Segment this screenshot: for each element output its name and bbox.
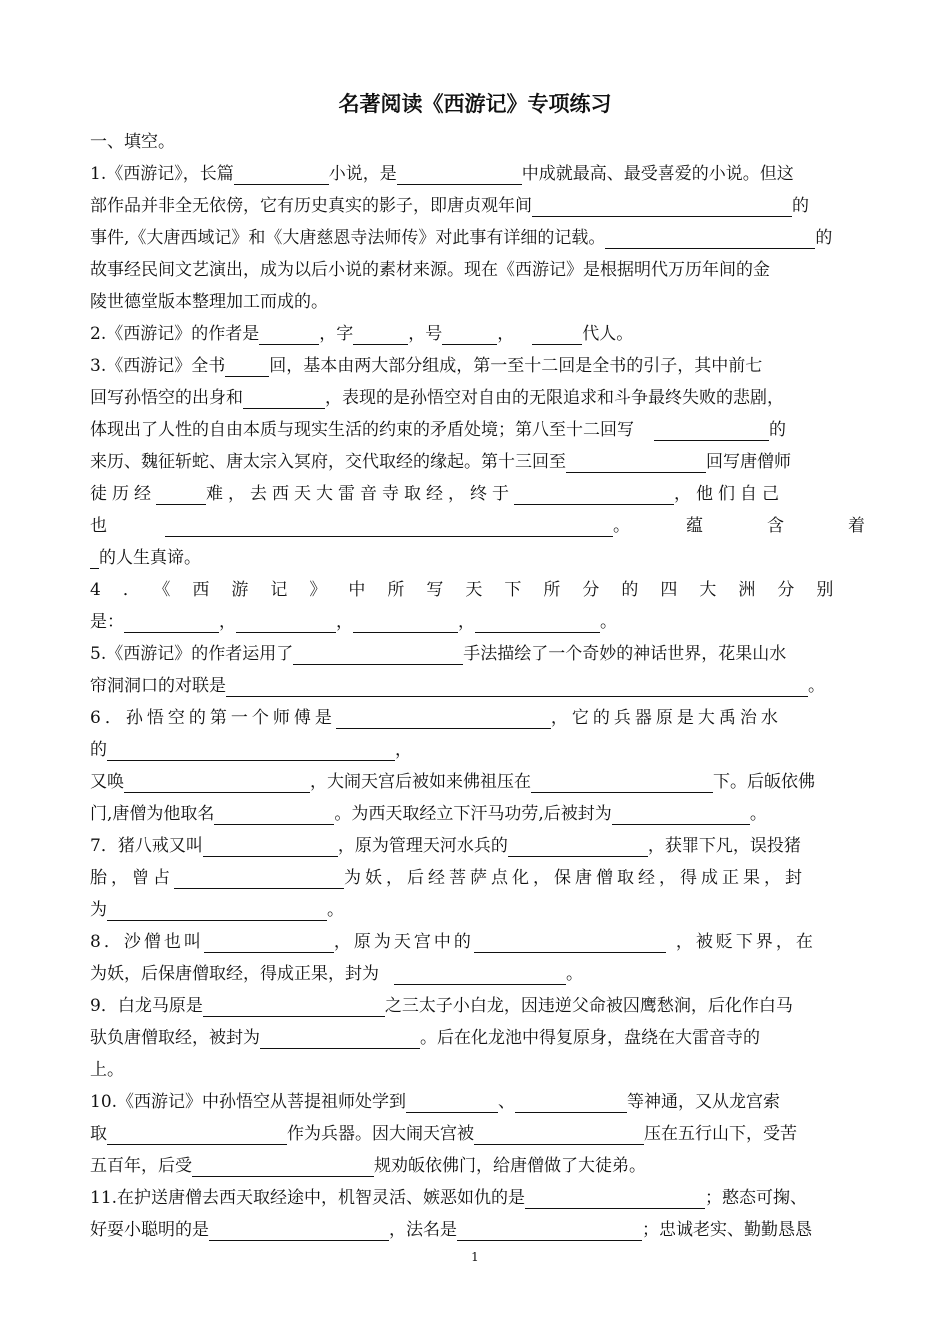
question-1-line-4 [90,254,860,286]
answer-blank[interactable] [514,482,674,505]
line-text: 五百年，后受 [90,1156,192,1176]
answer-blank[interactable] [394,962,566,985]
answer-blank[interactable] [605,226,815,249]
line-text: 为妖，后经菩萨点化，保唐僧取经，得成正果，封 [344,868,806,888]
line-text: 门,唐僧为他取名 [90,804,215,824]
line-text: 小说，是 [328,164,397,184]
answer-blank[interactable] [204,930,334,953]
line-text: 故事经民间文艺演出，成为以后小说的素材来源。现在《西游记》是根据明代万历年间的金 [90,260,770,280]
line-text: ，号 [408,324,443,344]
question-6-line-4 [90,798,860,830]
answer-blank[interactable] [532,322,582,345]
question-1-line-5 [90,286,860,318]
answer-blank[interactable] [293,642,463,665]
question-7-line-3 [90,894,860,926]
answer-blank[interactable] [532,194,792,217]
line-text: 代人。 [582,324,634,344]
line-text: 4．《西游记》中所写天下所分的四大洲分别 [90,580,856,600]
line-text: 10.《西游记》中孙悟空从菩提祖师处学到 [90,1092,407,1112]
question-4-line-2 [90,606,860,638]
line-text: 帘洞洞口的对联是 [90,676,226,696]
question-3-line-3 [90,414,860,446]
line-text: 取 [90,1124,107,1144]
line-text: 作为兵器。因大闹天宫被 [287,1124,474,1144]
line-text: ，字 [319,324,354,344]
question-6-line-2 [90,734,860,766]
answer-blank[interactable] [174,866,344,889]
line-text: ， [395,740,412,760]
line-text: 。 [749,804,767,824]
question-3-line-7 [90,542,860,574]
question-5-line-2 [90,670,860,702]
question-5-line-1 [90,638,860,670]
question-1-line-3 [90,222,860,254]
answer-blank[interactable] [165,514,613,537]
line-text: ， [219,612,236,632]
answer-blank[interactable] [474,1122,644,1145]
answer-blank[interactable] [531,770,713,793]
answer-blank[interactable] [457,1218,642,1241]
line-text: 部作品并非全无依傍，它有历史真实的影子，即唐贞观年间 [90,196,532,216]
question-7-line-1 [90,830,860,862]
page-number: 1 [471,1250,479,1264]
line-text: ，他们自己 [674,484,784,504]
line-text: 胎，曾占 [90,868,174,888]
line-text: 上。 [90,1060,124,1080]
question-2 [90,318,860,350]
line-text: 。 [808,676,825,696]
line-text: ，它的兵器原是大禹治水 [550,708,782,728]
question-11-line-2 [90,1214,860,1246]
question-4-line-1 [90,574,860,606]
line-text: ，被贬下界，在 [675,932,816,952]
line-text: 。 [600,612,617,632]
line-text: ，原为天宫中的 [333,932,474,952]
answer-blank[interactable] [243,386,325,409]
answer-blank[interactable] [124,770,310,793]
line-text: 等神通，又从龙宫索 [627,1092,781,1112]
line-text: 下。后皈依佛 [713,772,815,792]
line-text: 8．沙僧也叫 [90,932,204,952]
line-text: 回写孙悟空的出身和 [90,388,243,408]
line-text: 是： [90,612,124,632]
answer-blank[interactable] [107,1122,287,1145]
line-text: 压在五行山下，受苦 [644,1124,797,1144]
question-9-line-3 [90,1054,860,1086]
line-text: 7．猪八戒又叫 [90,836,203,856]
answer-blank[interactable] [397,162,522,185]
line-text: 。 [327,900,344,920]
answer-blank[interactable] [209,1218,389,1241]
line-text: 体现出了人性的自由本质与现实生活的约束的矛盾处境；第八至十二回写 [90,420,634,440]
line-text: 好耍小聪明的是 [90,1220,209,1240]
question-6-line-3 [90,766,860,798]
answer-blank[interactable] [90,546,99,569]
answer-blank[interactable] [107,898,327,921]
line-text: ，大闹天宫后被如来佛祖压在 [310,772,531,792]
page-title: 名著阅读《西游记》专项练习 [338,92,612,116]
line-text: 一、填空。 [90,132,175,152]
line-text: 陵世德堂版本整理加工而成的。 [90,292,328,312]
question-7-line-2 [90,862,860,894]
question-9-line-1 [90,990,860,1022]
line-text: 中成就最高、最受喜爱的小说。但这 [521,164,794,184]
line-text: ，表现的是孙悟空对自由的无限追求和斗争最终失败的悲剧， [325,388,784,408]
question-6-line-1 [90,702,860,734]
answer-blank[interactable] [203,994,385,1017]
line-text: 来历、魏征斩蛇、唐太宗入冥府，交代取经的缘起。第十三回至 [90,452,566,472]
answer-blank[interactable] [124,610,219,633]
answer-blank[interactable] [234,162,329,185]
question-1-line-2 [90,190,860,222]
answer-blank[interactable] [225,354,269,377]
question-3-line-6 [90,510,865,542]
question-10-line-3 [90,1150,860,1182]
line-text: 。 [566,964,583,984]
question-1-line-1 [90,158,860,190]
line-text: 。 [613,516,630,536]
answer-blank[interactable] [226,674,808,697]
line-text: ，法名是 [389,1220,457,1240]
answer-blank[interactable] [156,482,206,505]
answer-blank[interactable] [107,738,395,761]
answer-blank[interactable] [474,930,666,953]
line-text: 6．孙悟空的第一个师傅是 [90,708,336,728]
line-text: 11.在护送唐僧去西天取经途中，机智灵活、嫉恶如仇的是 [90,1188,526,1208]
answer-blank[interactable] [508,834,648,857]
line-text: 的人生真谛。 [99,548,201,568]
answer-blank[interactable] [525,1186,705,1209]
line-text: 为 [90,900,107,920]
question-3-line-5 [90,478,860,510]
answer-blank[interactable] [353,610,458,633]
answer-blank[interactable] [192,1154,374,1177]
answer-blank[interactable] [475,610,600,633]
answer-blank[interactable] [406,1090,498,1113]
answer-blank[interactable] [654,418,769,441]
question-10-line-1 [90,1086,860,1118]
answer-blank[interactable] [260,1026,420,1049]
line-text: 着 [848,516,865,536]
answer-blank[interactable] [566,450,706,473]
line-text: ， [336,612,353,632]
line-text: 回，基本由两大部分组成，第一至十二回是全书的引子，其中前七 [269,356,763,376]
question-3-line-1 [90,350,860,382]
answer-blank[interactable] [515,1090,627,1113]
answer-blank[interactable] [612,802,750,825]
line-text: 驮负唐僧取经，被封为 [90,1028,260,1048]
line-text: 含 [767,516,784,536]
answer-blank[interactable] [353,322,408,345]
answer-blank[interactable] [259,322,319,345]
question-10-line-2 [90,1118,860,1150]
line-text: 2.《西游记》的作者是 [90,324,260,344]
line-text: 事件,《大唐西域记》和《大唐慈恩寺法师传》对此事有详细的记载。 [90,228,606,248]
question-9-line-2 [90,1022,860,1054]
question-11-line-1 [90,1182,860,1214]
line-text: 回写唐僧师 [706,452,791,472]
line-text: 之三太子小白龙，因违逆父命被囚鹰愁涧，后化作白马 [384,996,793,1016]
line-text: ，原为管理天河水兵的 [337,836,508,856]
answer-blank[interactable] [336,706,551,729]
section-heading [90,126,860,158]
line-text: ；忠诚老实、勤勤恳恳 [642,1220,812,1240]
line-text: 。后在化龙池中得复原身，盘绕在大雷音寺的 [420,1028,760,1048]
line-text: 、 [498,1092,516,1112]
line-text: 难，去西天大雷音寺取经，终于 [206,484,514,504]
line-text: 9．白龙马原是 [90,996,203,1016]
answer-blank[interactable] [203,834,338,857]
line-text: 的 [90,740,107,760]
line-text: 的 [815,228,833,248]
answer-blank[interactable] [236,610,336,633]
line-text: 手法描绘了一个奇妙的神话世界，花果山水 [463,644,787,664]
line-text: 3.《西游记》全书 [90,356,226,376]
line-text: 的 [792,196,809,216]
question-8-line-1 [90,926,860,958]
question-3-line-4 [90,446,860,478]
line-text: ， [497,324,515,344]
line-text: 规劝皈依佛门，给唐僧做了大徒弟。 [374,1156,646,1176]
line-text: 又唤 [90,772,124,792]
line-text: ，获罪下凡，误投猪 [647,836,801,856]
line-text: 1.《西游记》，长篇 [90,164,234,184]
line-text: 5.《西游记》的作者运用了 [90,644,294,664]
question-8-line-2 [90,958,860,990]
line-text: 徒历经 [90,484,156,504]
line-text: 为妖，后保唐僧取经，得成正果，封为 [90,964,379,984]
answer-blank[interactable] [442,322,497,345]
line-text: ， [458,612,475,632]
line-text: 蕴 [686,516,703,536]
answer-blank[interactable] [214,802,334,825]
line-text: 。为西天取经立下汗马功劳,后被封为 [334,804,612,824]
line-text: ；憨态可掬、 [705,1188,808,1208]
line-text: 也 [90,516,107,536]
line-text: 的 [769,420,786,440]
question-3-line-2 [90,382,860,414]
